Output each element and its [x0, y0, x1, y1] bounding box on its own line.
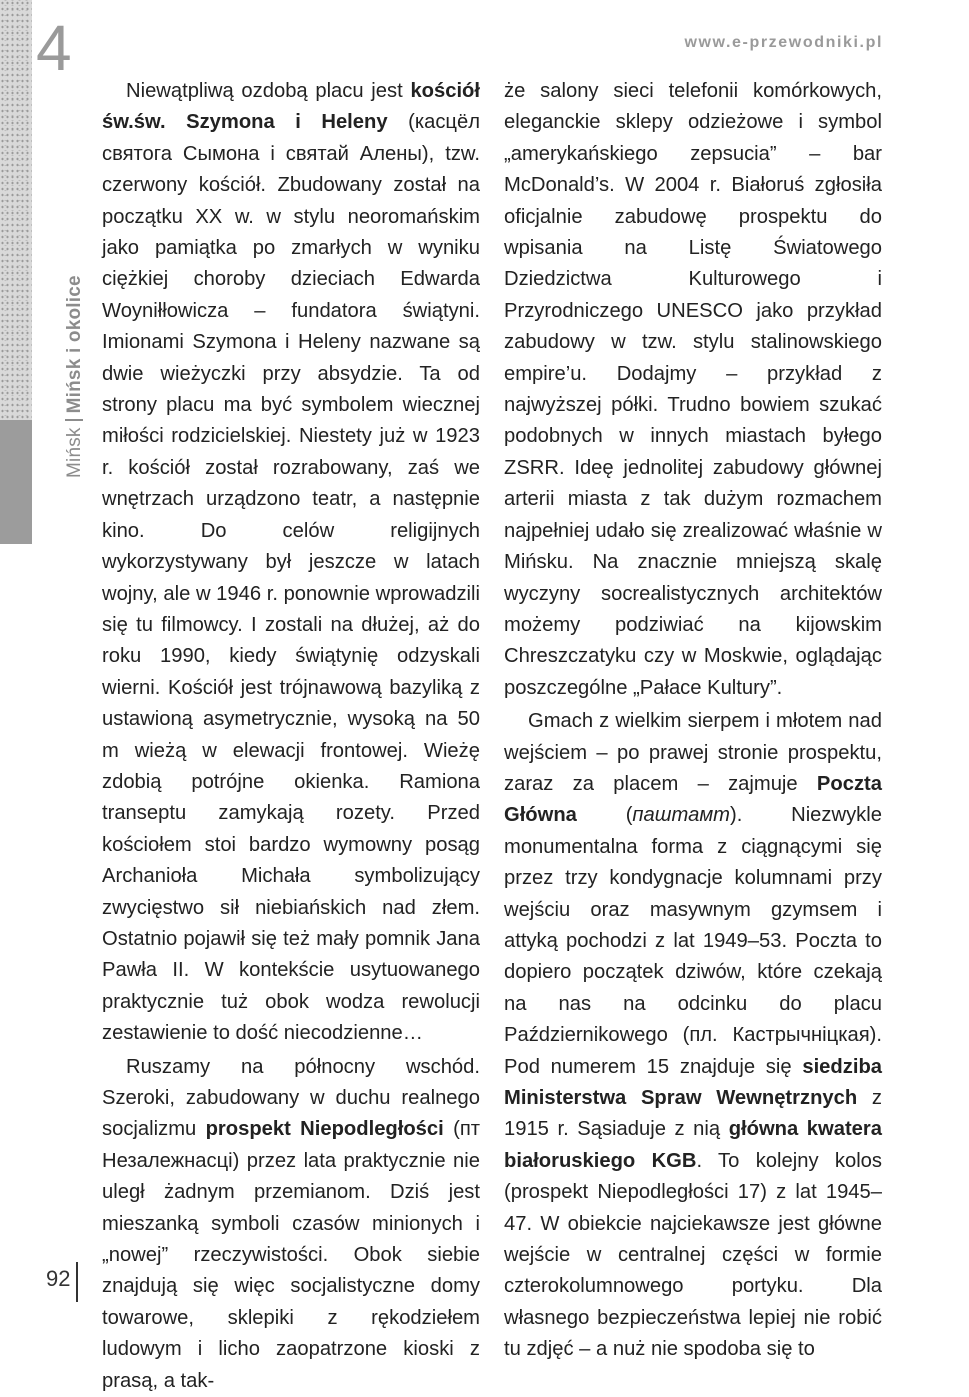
section-tab — [0, 420, 32, 544]
chapter-number: 4 — [36, 12, 72, 84]
section-region: Mińsk i okolice — [64, 275, 85, 414]
bold-term: Poczta Główna — [504, 772, 882, 827]
paragraph — [504, 706, 882, 1366]
left-column — [102, 76, 480, 1397]
page-number-rule — [76, 1262, 78, 1302]
text-run: Niewątpliwą ozdobą placu jest — [126, 80, 411, 102]
paragraph — [102, 76, 480, 1050]
italic-term: паштамт — [632, 804, 730, 827]
bold-term: główna kwatera białoruskiego KGB — [504, 1118, 882, 1172]
text-run: (касцёл святога Сымона і святай Алены), tzw. czerwony kościół. Zbudowany został na początku XX w. w stylu neoromańskim jako pamiątka po zmarłych w wyniku ciężkiej choroby dzieciach Edwarda Woyniłłowicza – fundatora świątyni. Imionami Szymona i Heleny nazwane są dwie wieżyczki przy absydzie. Ta od strony placu ma być symbolem wiecznej miłości rodzicielskiej. Niestety już w 1923 r. kościół został rozrabowany, zaś we wnętrzach urządzono teatr, a następnie kino. Do celów religijnych wykorzystywany był jeszcze w latach wojny, ale w 1946 r. ponownie wprowadzili się tu filmowcy. I zostali na dłużej, aż do roku 1990, kiedy świątynię odzyskali wierni. Kościół jest trójnawową bazyliką z ustawioną asymetrycznie, wysoką na 50 m wieżą w elewacji frontowej. Wieżę zdobią potrójne okienka. Ramiona transeptu zamykają rozety. Przed kościołem stoi bardzo wymowny posąg Archanioła Michała symbolizujący zwycięstwo sił niebiańskich nad złem. Ostatnio pojawił się też mały pomnik Jana Pawła II. W kontekście usytuowanego praktycznie tuż obok wodza rewolucji zestawienie to dość niecodzienne… — [102, 111, 481, 1045]
site-url: www.e-przewodniki.pl — [684, 34, 883, 51]
paragraph — [102, 1052, 480, 1397]
section-label — [64, 275, 86, 478]
section-city: Mińsk — [64, 427, 85, 478]
bold-term: siedziba Ministerstwa Spraw Wewnętrznych — [504, 1055, 882, 1109]
paragraph: że salony sieci telefonii komórkowych, eleganckie sklepy odzieżowe i symbol „amerykańskiego zepsucia” – bar McDonald’s. W 2004 r. Białoruś zgłosiła oficjalnie zabudowę prospektu do wpisania na Listę Światowego Dziedzictwa Kulturowego i Przyrodniczego UNESCO jako przykład zabudowy w tzw. stylu stalinowskiego empire’u. Dodajmy – przykład z najwyższej półki. Trudno bowiem szukać podobnych w innych miastach byłego ZSRR. Ideę jednolitej zabudowy głównej arterii miasta z tak dużym rozmachem najpełniej udało się zrealizować właśnie w Mińsku. Na znacznie mniejszą skalę wyczyny socrealistycznych architektów możemy podziwiać na kijowskim Chreszczatyku czy w Moskwie, oglądając poszczególne „Pałace Kultury”. — [504, 80, 882, 699]
section-separator — [65, 419, 83, 421]
text-run: Ruszamy na północny wschód. Szeroki, zabudowany w duchu realnego socjalizmu — [102, 1055, 480, 1141]
text-run: Gmach z wielkim sierpem i młotem nad wejściem – po prawej stronie prospektu, zaraz za placem – zajmuje — [504, 710, 882, 795]
text-run: . To kolejny kolos (prospekt Niepodległości 17) z lat 1945–47. W obiekcie najciekawsze jest główne wejście w centralnej części w formie czterokolumnowego portyku. Dla własnego bezpieczeństwa lepiej nie robić tu zdjęć – a nuż nie spodoba się to — [504, 1149, 883, 1361]
page-number: 92 — [46, 1266, 71, 1291]
bold-term: prospekt Niepodległości — [205, 1118, 444, 1141]
right-column — [504, 76, 882, 1366]
bold-term: kościół św.św. Szymona i Heleny — [102, 80, 480, 134]
text-run: ( — [576, 804, 633, 827]
text-run: (пт Незалежнасці) przez lata praktycznie nie uległ żadnym przemianom. Dziś jest mieszanką symboli czasów minionych i „nowej” rzeczywistości. Obok siebie znajdują się więc socjalistyczne domy towarowe, sklepiki z rękodziełem ludowym i licho zaopatrzone kioski z prasą, a tak- — [102, 1118, 481, 1392]
text-run: ). Niezwykle monumentalna forma z ciągnącymi się przez trzy kondygnacje kolumnami przy wejściu oraz masywnym gzymsem i attyką pochodzi z lat 1949–53. Poczta to dopiero początek dziwów, które czekają na nas na odcinku do placu Październikowego (пл. Кастрычніцкая). Pod numerem 15 znajduje się — [504, 804, 882, 1078]
text-run: z 1915 r. Sąsiaduje z nią — [504, 1087, 883, 1141]
